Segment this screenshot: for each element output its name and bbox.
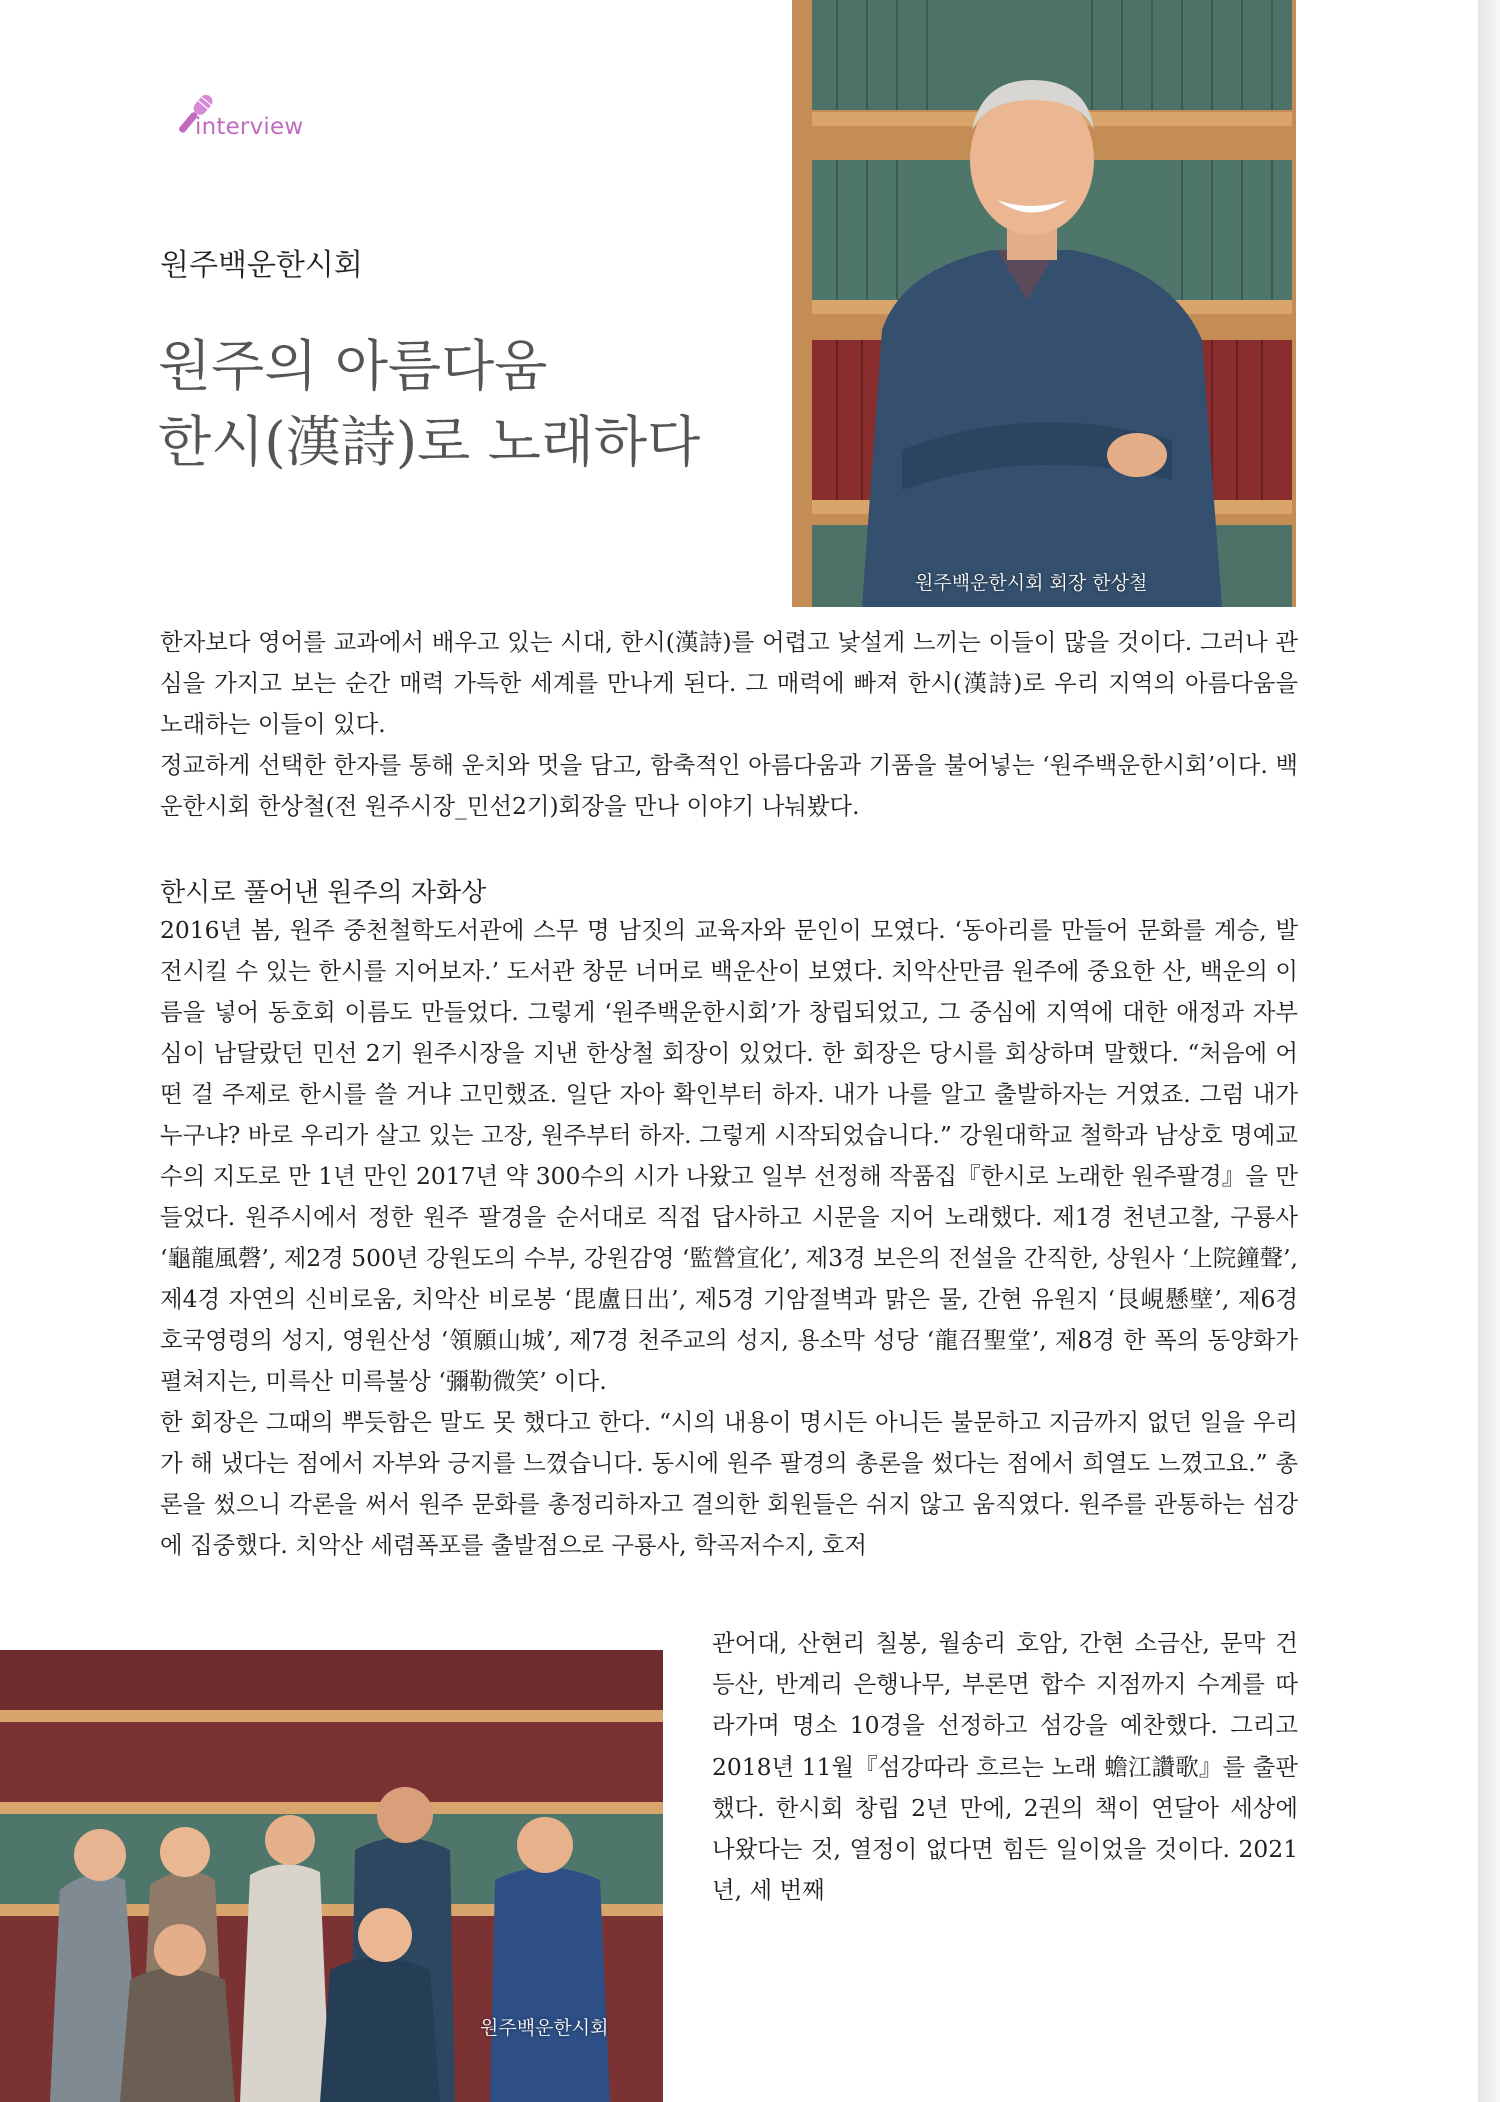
president-photo [792,0,1296,607]
body-paragraph: 관어대, 산현리 칠봉, 월송리 호암, 간현 소금산, 문막 건등산, 반계리 은행나무, 부론면 합수 지점까지 수계를 따라가며 명소 10경을 선정하고 섬강을 예찬했다. 그리고 2018년 11월『섬강따라 흐르는 노래 蟾江讚歌』를 출판했다. 한시회 창립 2년 만에, 2권의 책이 연달아 세상에 나왔다는 것, 열정이 없다면 힘든 일이었을 것이다. 2021년, 세 번째 [712,1629,1298,1905]
president-photo-caption: 원주백운한시회 회장 한상철 [915,572,1148,594]
body-paragraph: 2016년 봄, 원주 중천철학도서관에 스무 명 남짓의 교육자와 문인이 모였다. ‘동아리를 만들어 문화를 계승, 발전시킬 수 있는 한시를 지어보자.’ 도서관 창문 너머로 백운산이 보였다. 치악산만큼 원주에 중요한 산, 백운의 이름을 넣어 동호회 이름도 만들었다. 그렇게 ‘원주백운한시회’가 창립되었고, 그 중심에 지역에 대한 애정과 자부심이 남달랐던 민선 2기 원주시장을 지낸 한상철 회장이 있었다. 한 회장은 당시를 회상하며 말했다. “처음에 어떤 걸 주제로 한시를 쓸 거냐 고민했죠. 일단 자아 확인부터 하자. 내가 나를 알고 출발하자는 거였죠. 그럼 내가 누구냐? 바로 우리가 살고 있는 고장, 원주부터 하자. 그렇게 시작되었습니다.” 강원대학교 철학과 남상호 명예교수의 지도로 만 1년 만인 2017년 약 300수의 시가 나왔고 일부 선정해 작품집『한시로 노래한 원주팔경』을 만들었다. 원주시에서 정한 원주 팔경을 순서대로 직접 답사하고 시문을 지어 노래했다. 제1경 천년고찰, 구룡사 ‘龜龍風磬’, 제2경 500년 강원도의 수부, 강원감영 ‘監營宣化’, 제3경 보은의 전설을 간직한, 상원사 ‘上院鐘聲’, 제4경 자연의 신비로움, 치악산 비로봉 ‘毘盧日出’, 제5경 기암절벽과 맑은 물, 간현 유원지 ‘艮峴懸壁’, 제6경 호국영령의 성지, 영원산성 ‘領願山城’, 제7경 천주교의 성지, 용소막 성당 ‘龍召聖堂’, 제8경 한 폭의 동양화가 펼쳐지는, 미륵산 미륵불상 ‘彌勒微笑’ 이다. [160,916,1298,1395]
interview-label: interview [195,114,304,140]
article-body-continued [712,1623,1298,1911]
intro-text [160,622,1298,827]
intro-paragraph: 한자보다 영어를 교과에서 배우고 있는 시대, 한시(漢詩)를 어렵고 낯설게 느끼는 이들이 많을 것이다. 그러나 관심을 가지고 보는 순간 매력 가득한 세계를 만나게 된다. 그 매력에 빠져 한시(漢詩)로 우리 지역의 아름다움을 노래하는 이들이 있다. [160,628,1298,738]
page-edge-shadow [1478,0,1500,2102]
headline-line-1: 원주의 아름다움 [158,334,548,398]
headline-line-2: 한시(漢詩)로 노래하다 [158,410,701,474]
organization-name: 원주백운한시회 [160,248,363,283]
article-body [160,910,1298,1566]
body-paragraph: 한 회장은 그때의 뿌듯함은 말도 못 했다고 한다. “시의 내용이 명시든 아니든 불문하고 지금까지 없던 일을 우리가 해 냈다는 점에서 자부와 긍지를 느꼈습니다. 동시에 원주 팔경의 총론을 썼다는 점에서 희열도 느꼈고요.” 총론을 썼으니 각론을 써서 원주 문화를 총정리하자고 결의한 회원들은 쉬지 않고 움직였다. 원주를 관통하는 섬강에 집중했다. 치악산 세렴폭포를 출발점으로 구룡사, 학곡저수지, 호저 [160,1408,1298,1559]
interview-logo [165,86,365,146]
intro-paragraph: 정교하게 선택한 한자를 통해 운치와 멋을 담고, 함축적인 아름다움과 기품을 불어넣는 ‘원주백운한시회’이다. 백운한시회 한상철(전 원주시장_민선2기)회장을 만나 이야기 나눠봤다. [160,751,1298,820]
article-headline [158,328,700,480]
group-photo-caption: 원주백운한시회 [480,2017,609,2039]
section-title: 한시로 풀어낸 원주의 자화상 [160,878,487,908]
